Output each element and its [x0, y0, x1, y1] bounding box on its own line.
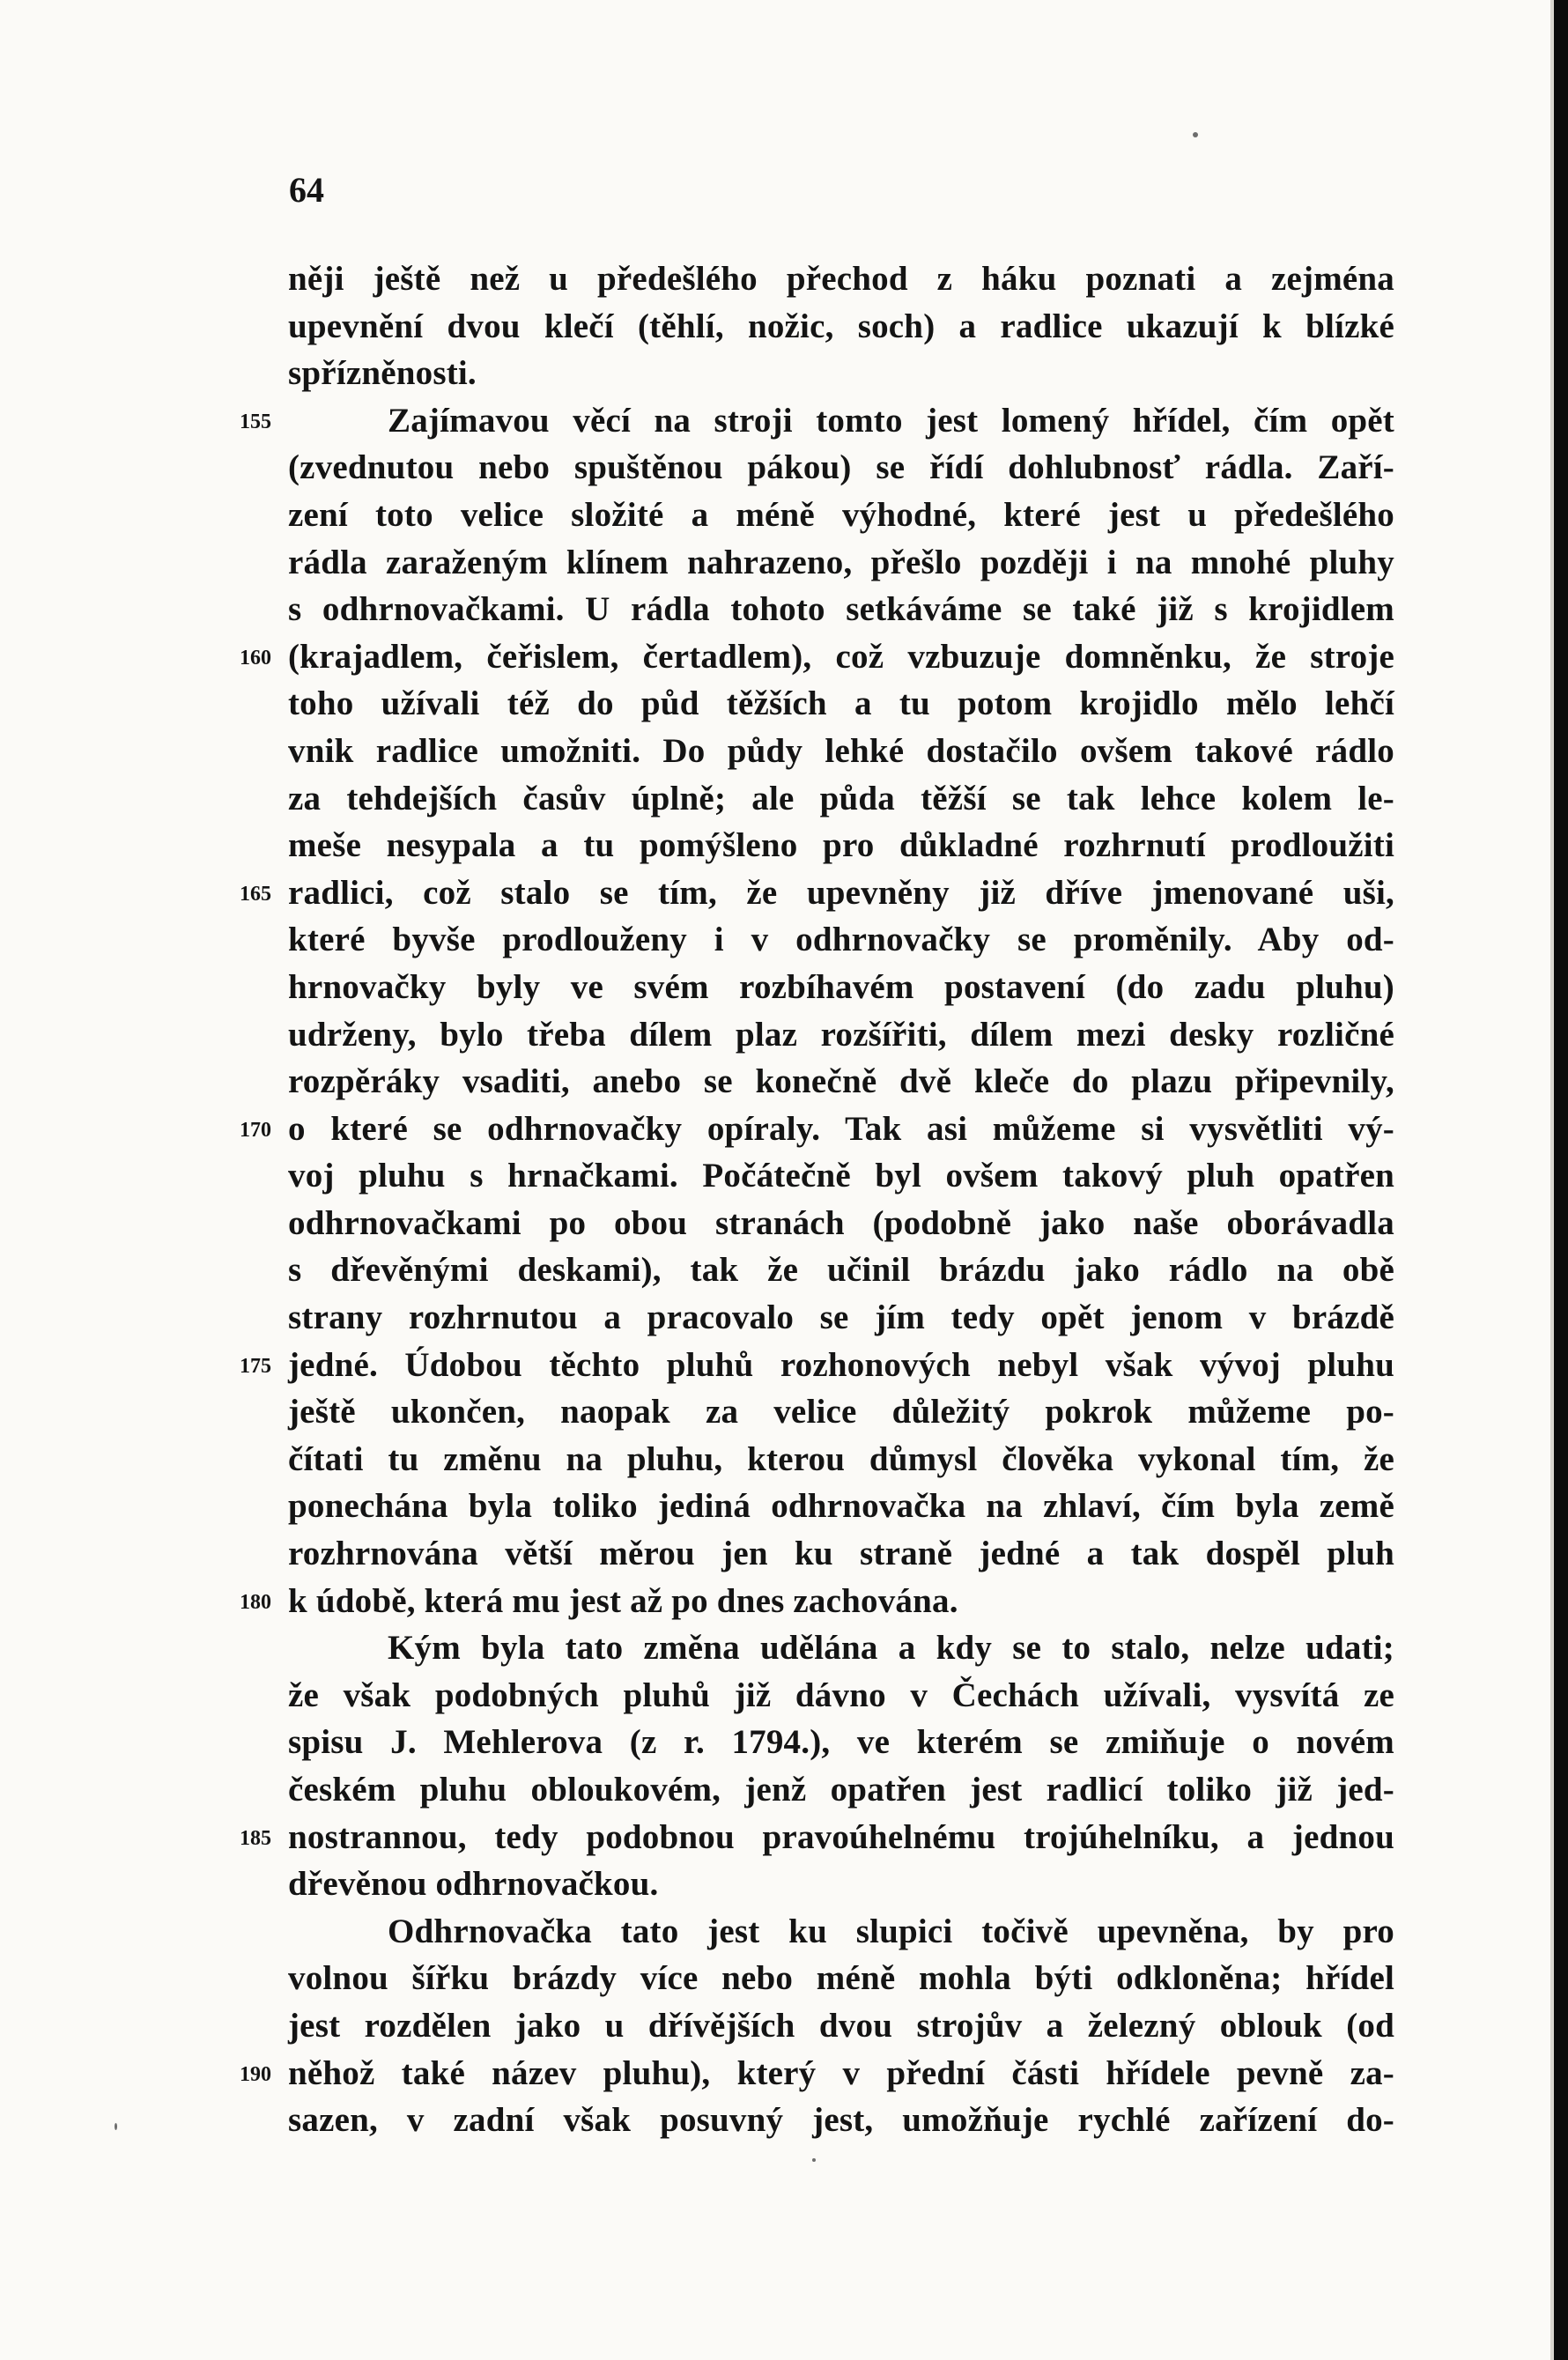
- line-text: něji ještě než u předešlého přechod z háku poznati a zejména: [288, 260, 1394, 298]
- line-text: meše nesypala a tu pomýšleno pro důkladné rozhrnutí prodloužiti: [288, 826, 1394, 865]
- text-line: [0, 492, 1568, 539]
- line-text: k údobě, která mu jest až po dnes zachována.: [288, 1581, 958, 1620]
- text-line: [0, 1011, 1568, 1059]
- line-text: udrženy, bylo třeba dílem plaz rozšířiti, dílem mezi desky rozličné: [288, 1015, 1394, 1054]
- text-line: [0, 1152, 1568, 1200]
- line-text: upevnění dvou klečí (těhlí, nožic, soch) a radlice ukazují k blízké: [288, 307, 1394, 345]
- line-text: zení toto velice složité a méně výhodné, které jest u předešlého: [288, 495, 1394, 534]
- line-text: jest rozdělen jako u dřívějších dvou strojův a železný oblouk (od: [288, 2006, 1394, 2045]
- text-line: [0, 2002, 1568, 2050]
- line-text: za tehdejších časův úplně; ale půda těžší se tak lehce kolem le-: [288, 779, 1394, 817]
- text-line: [0, 397, 1568, 445]
- scan-speck: [812, 2158, 816, 2162]
- line-text: odhrnovačkami po obou stranách (podobně jako naše oborávadla: [288, 1203, 1394, 1242]
- text-line: [0, 1483, 1568, 1530]
- text-line: [0, 1955, 1568, 2002]
- text-line: [0, 1342, 1568, 1389]
- text-line: [0, 586, 1568, 633]
- line-text: rozhrnována větší měrou jen ku straně jedné a tak dospěl pluh: [288, 1535, 1394, 1573]
- line-text: voj pluhu s hrnačkami. Počátečně byl ovšem takový pluh opatřen: [288, 1157, 1394, 1195]
- scan-speck: [1193, 132, 1198, 137]
- line-text: které byvše prodlouženy i v odhrnovačky se proměnily. Aby od-: [288, 921, 1394, 959]
- margin-line-number: 160: [240, 646, 271, 670]
- scan-speck: [115, 2123, 117, 2130]
- margin-line-number: 190: [240, 2062, 271, 2086]
- text-line: [0, 633, 1568, 681]
- text-line: [0, 1247, 1568, 1294]
- line-text: spisu J. Mehlerova (z r. 1794.), ve kterém se zmiňuje o novém: [288, 1723, 1394, 1762]
- line-text: o které se odhrnovačky opíraly. Tak asi můžeme si vysvětliti vý-: [288, 1109, 1394, 1148]
- line-text: dřevěnou odhrnovačkou.: [288, 1865, 659, 1904]
- margin-line-number: 185: [240, 1826, 271, 1850]
- text-line: [0, 728, 1568, 775]
- line-text: nostrannou, tedy podobnou pravoúhelnému trojúhelníku, a jednou: [288, 1817, 1394, 1856]
- text-line: [0, 1530, 1568, 1578]
- text-line: [0, 303, 1568, 351]
- line-text: něhož také název pluhu), který v přední části hřídele pevně za-: [288, 2053, 1394, 2092]
- text-line: [0, 1719, 1568, 1766]
- line-text: ještě ukončen, naopak za velice důležitý pokrok můžeme po-: [288, 1393, 1394, 1432]
- text-line: [0, 964, 1568, 1011]
- line-text: Odhrnovačka tato jest ku slupici točivě upevněna, by pro: [388, 1912, 1394, 1950]
- text-line: [0, 1294, 1568, 1342]
- text-line: [0, 1672, 1568, 1720]
- line-text: ponechána byla toliko jediná odhrnovačka na zhlaví, čím byla země: [288, 1487, 1394, 1526]
- text-line: [0, 1624, 1568, 1672]
- line-text: českém pluhu obloukovém, jenž opatřen jest radlicí toliko již jed-: [288, 1771, 1394, 1809]
- text-line: [0, 1578, 1568, 1625]
- line-text: sazen, v zadní však posuvný jest, umožňuje rychlé zařízení do-: [288, 2101, 1394, 2140]
- body-text: [0, 255, 1568, 2144]
- line-text: s odhrnovačkami. U rádla tohoto setkáváme se také již s krojidlem: [288, 590, 1394, 629]
- text-line: [0, 1058, 1568, 1106]
- text-line: [0, 869, 1568, 917]
- text-line: [0, 1861, 1568, 1908]
- line-text: že však podobných pluhů již dávno v Čechách užívali, vysvítá ze: [288, 1676, 1394, 1714]
- line-text: radlici, což stalo se tím, že upevněny již dříve jmenované uši,: [288, 873, 1394, 912]
- line-text: rozpěráky vsaditi, anebo se konečně dvě kleče do plazu připevnily,: [288, 1062, 1394, 1101]
- text-line: [0, 1436, 1568, 1483]
- text-line: [0, 822, 1568, 869]
- text-line: [0, 1200, 1568, 1247]
- margin-line-number: 180: [240, 1590, 271, 1614]
- text-line: [0, 444, 1568, 492]
- text-line: [0, 539, 1568, 587]
- line-text: volnou šířku brázdy více nebo méně mohla býti odkloněna; hřídel: [288, 1959, 1394, 1998]
- text-line: [0, 2097, 1568, 2144]
- line-text: strany rozhrnutou a pracovalo se jím tedy opět jenom v brázdě: [288, 1298, 1394, 1337]
- text-line: [0, 350, 1568, 397]
- text-line: [0, 1388, 1568, 1436]
- line-text: spřízněnosti.: [288, 354, 477, 393]
- line-text: (zvednutou nebo spuštěnou pákou) se řídí dohlubnosť rádla. Zaří-: [288, 448, 1394, 487]
- text-line: [0, 255, 1568, 303]
- margin-line-number: 170: [240, 1118, 271, 1142]
- margin-line-number: 175: [240, 1354, 271, 1378]
- margin-line-number: 165: [240, 882, 271, 906]
- page-number: 64: [289, 170, 324, 210]
- text-line: [0, 680, 1568, 728]
- text-line: [0, 1106, 1568, 1153]
- line-text: Zajímavou věcí na stroji tomto jest lomený hřídel, čím opět: [388, 401, 1394, 440]
- text-line: [0, 1908, 1568, 1956]
- text-line: [0, 916, 1568, 964]
- line-text: Kým byla tato změna udělána a kdy se to stalo, nelze udati;: [388, 1629, 1394, 1668]
- line-text: vnik radlice umožniti. Do půdy lehké dostačilo ovšem takové rádlo: [288, 731, 1394, 770]
- text-line: [0, 1814, 1568, 1861]
- line-text: hrnovačky byly ve svém rozbíhavém postavení (do zadu pluhu): [288, 967, 1394, 1006]
- margin-line-number: 155: [240, 410, 271, 433]
- line-text: s dřevěnými deskami), tak že učinil brázdu jako rádlo na obě: [288, 1251, 1394, 1290]
- line-text: toho užívali též do půd těžších a tu potom krojidlo mělo lehčí: [288, 684, 1394, 723]
- line-text: čítati tu změnu na pluhu, kterou důmysl člověka vykonal tím, že: [288, 1439, 1394, 1478]
- text-line: [0, 2050, 1568, 2097]
- text-line: [0, 1766, 1568, 1814]
- line-text: jedné. Údobou těchto pluhů rozhonových nebyl však vývoj pluhu: [288, 1345, 1394, 1384]
- line-text: rádla zaraženým klínem nahrazeno, přešlo později i na mnohé pluhy: [288, 543, 1394, 581]
- line-text: (krajadlem, čeřislem, čertadlem), což vzbuzuje domněnku, že stroje: [288, 637, 1394, 676]
- text-line: [0, 775, 1568, 823]
